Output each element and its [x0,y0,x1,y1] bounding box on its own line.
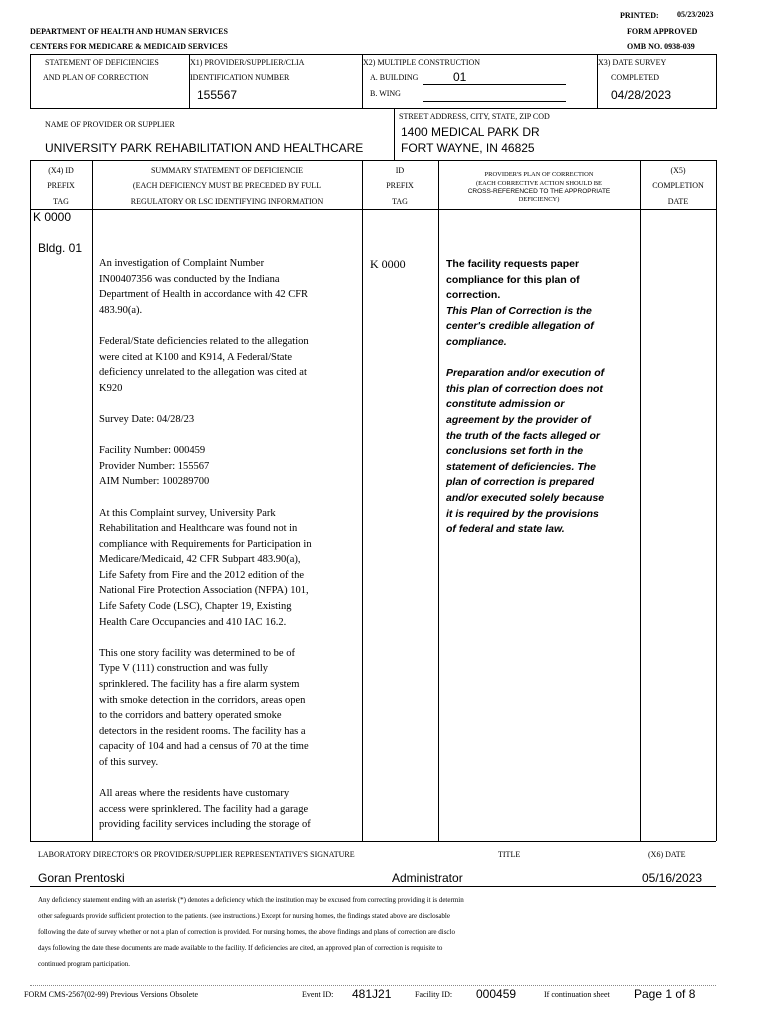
centers-name: CENTERS FOR MEDICARE & MEDICAID SERVICES [30,42,228,51]
footnote-line: other safeguards provide sufficient protection to the patients. (see instructions.) Except for nursing homes, the findings stated above are disclosable [38,912,450,920]
tag-left: K 0000 [33,210,72,224]
poc-header-4: DEFICIENCY) [518,196,560,203]
x4-header-1: (X4) ID [48,166,74,175]
building-label: A. BUILDING [370,73,419,82]
address-line-2: FORT WAYNE, IN 46825 [401,141,535,155]
poc-paragraph-italic: This Plan of Correction is the center's credible allegation of compliance. [446,304,594,348]
provider-id-label-1: X1) PROVIDER/SUPPLIER/CLIA [190,58,305,67]
provider-name-value: UNIVERSITY PARK REHABILITATION AND HEALTHCARE [45,141,364,155]
summary-paragraph: Facility Number: 000459 Provider Number: 155567 AIM Number: 100289700 [99,445,210,488]
title-value: Administrator [392,871,463,885]
summary-header-1: SUMMARY STATEMENT OF DEFICIENCIE [150,166,304,175]
tag-right: K 0000 [370,257,406,271]
event-id-label: Event ID: [302,990,334,999]
building-tag: Bldg. 01 [38,241,83,255]
x4-header-3: TAG [53,197,69,206]
form-number: FORM CMS-2567(02-99) Previous Versions Obsolete [24,990,199,999]
poc-paragraph: The facility requests paper compliance for this plan of correction. [446,258,580,302]
provider-id-label-2: IDENTIFICATION NUMBER [190,73,290,82]
provider-name-label: NAME OF PROVIDER OR SUPPLIER [45,120,175,129]
department-name: DEPARTMENT OF HEALTH AND HUMAN SERVICES [30,27,228,36]
completed-label: COMPLETED [611,73,659,82]
facility-id-label: Facility ID: [415,990,453,999]
printed-date: 05/23/2023 [677,10,714,19]
poc-header-2: (EACH CORRECTIVE ACTION SHOULD BE [475,180,603,187]
statement-label-1: STATEMENT OF DEFICIENCIES [45,58,159,67]
multiple-construction-label: X2) MULTIPLE CONSTRUCTION [363,58,481,67]
summary-paragraph: Federal/State deficiencies related to the allegation were cited at K100 and K914, A Federal/State deficiency unrelated to the allegation was cited at K920 [99,335,309,394]
survey-date-value: 04/28/2023 [611,88,672,102]
id-header-2: PREFIX [386,181,414,190]
summary-text [99,256,312,849]
printed-label: PRINTED: [620,11,659,20]
poc-header-3: CROSS-REFERENCED TO THE APPROPRIATE [467,188,611,195]
building-value: 01 [453,70,467,84]
provider-id-value: 155567 [197,88,238,102]
x5-header-2: COMPLETION [652,181,704,190]
footnote-line: continued program participation. [38,960,130,968]
page-number: Page 1 of 8 [634,987,696,1001]
date-label: (X6) DATE [648,850,686,859]
summary-header-2: (EACH DEFICIENCY MUST BE PRECEDED BY FULL [132,181,322,190]
poc-header-1: PROVIDER'S PLAN OF CORRECTION [484,171,594,178]
summary-paragraph: All areas where the residents have customary access were sprinklered. The facility had a garage providing facility services including the storage of [99,788,311,831]
id-header-3: TAG [392,197,408,206]
signature-date-value: 05/16/2023 [642,871,703,885]
summary-header-3: REGULATORY OR LSC IDENTIFYING INFORMATION [130,197,324,206]
x4-header-2: PREFIX [47,181,75,190]
signature-label: LABORATORY DIRECTOR'S OR PROVIDER/SUPPLIER REPRESENTATIVE'S SIGNATURE [38,850,355,859]
x5-header-3: DATE [667,197,689,206]
omb-number: OMB NO. 0938-039 [627,42,695,51]
footnote-line: following the date of survey whether or not a plan of correction is provided. For nursing homes, the above findings and plans of correction are disclo [38,928,455,936]
form-approved: FORM APPROVED [627,27,698,36]
date-survey-label: X3) DATE SURVEY [598,58,667,67]
disclaimer-footnote [38,892,738,972]
footnote-line: Any deficiency statement ending with an asterisk (*) denotes a deficiency which the institution may be excused from correcting providing it is determin [38,896,464,904]
event-id-value: 481J21 [352,987,392,1001]
summary-paragraph: This one story facility was determined to be of Type V (111) construction and was fully sprinklered. The facility has a fire alarm system with smoke detection in the corridors, areas open to the corridors and battery operated smoke detectors in the resident rooms. The facility has a capacity of 104 and had a census of 70 at the time of this survey. [99,647,309,768]
address-line-1: 1400 MEDICAL PARK DR [401,125,540,139]
summary-paragraph: At this Complaint survey, University Park Rehabilitation and Healthcare was found not in compliance with Requirements for Participation in Medicare/Medicaid, 42 CFR Subpart 483.90(a), Life Safety from Fire and the 2012 edition of the National Fire Protection Association (NFPA) 101, Life Safety Code (LSC), Chapter 19, Existing Health Care Occupancies and 410 IAC 16.2. [99,507,312,628]
summary-paragraph: Survey Date: 04/28/23 [99,413,195,425]
footnote-line: days following the date these documents are made available to the facility. If deficiencies are cited, an approved plan of correction is requisite to [38,944,443,952]
x5-header-1: (X5) [670,166,686,175]
statement-label-2: AND PLAN OF CORRECTION [43,73,149,82]
poc-paragraph: Preparation and/or execution of this plan of correction does not constitute admission or agreement by the provider of the truth of the facts alleged or conclusions set forth in the statement of deficiencies. The plan of correction is prepared and/or executed solely because it is required by the provisions of federal and state law. [446,367,605,536]
id-header-1: ID [395,166,405,175]
summary-paragraph: An investigation of Complaint Number IN00407356 was conducted by the Indiana Department of Health in accordance with 42 CFR 483.90(a). [99,258,309,316]
continuation-label: If continuation sheet [544,990,610,999]
signature-value: Goran Prentoski [38,871,125,885]
address-label: STREET ADDRESS, CITY, STATE, ZIP COD [399,112,550,121]
wing-label: B. WING [370,89,401,98]
title-label: TITLE [498,850,521,859]
facility-id-value: 000459 [476,987,517,1001]
plan-of-correction-text [446,257,604,553]
